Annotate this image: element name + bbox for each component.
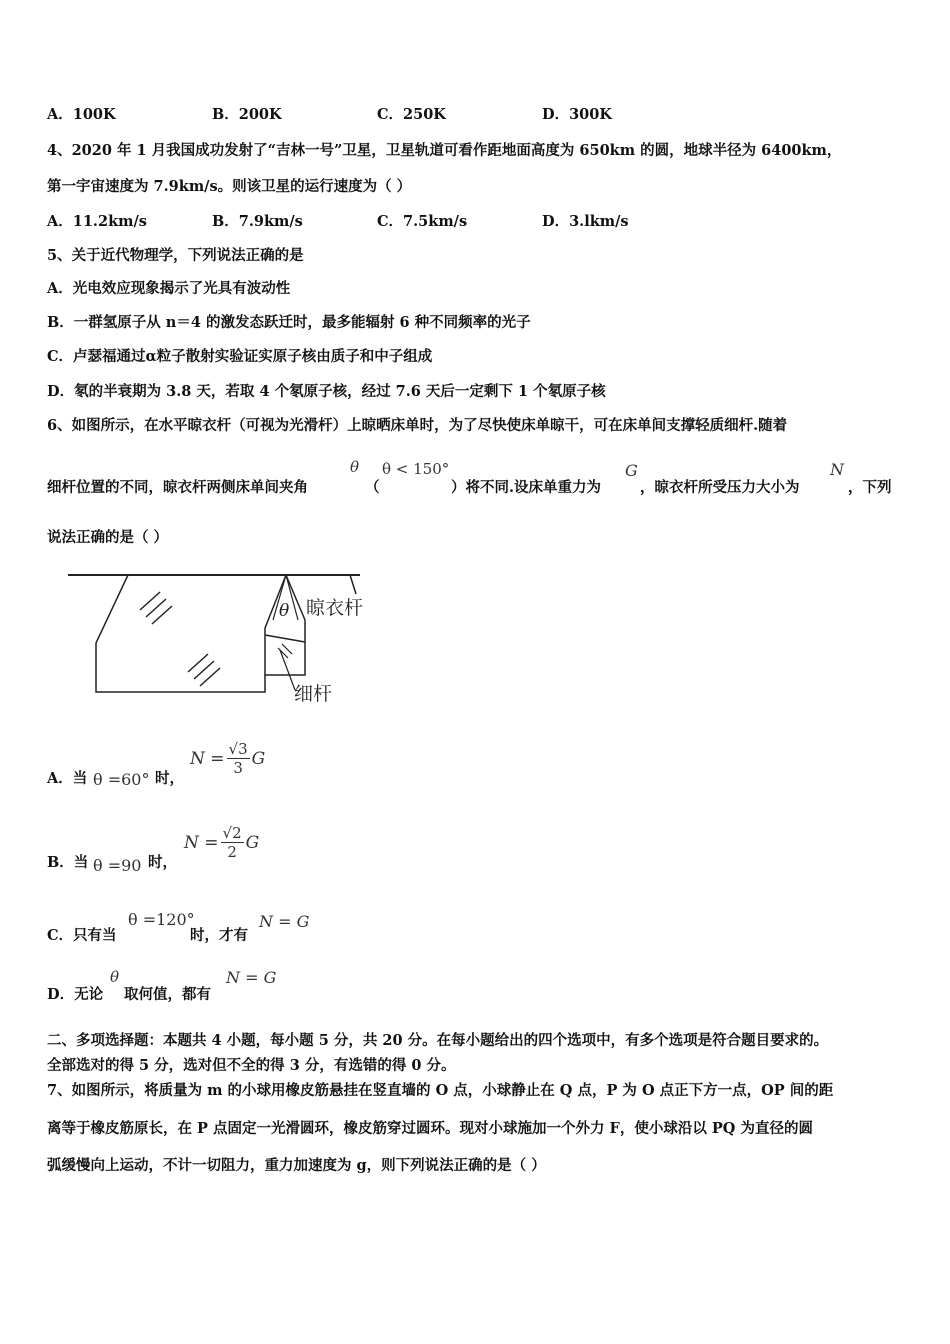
- q6-stem-line3: 说法正确的是（ ）: [47, 529, 169, 546]
- q6-option-d-prefix: D．无论: [47, 986, 104, 1003]
- clothesline-diagram: [60, 560, 390, 720]
- q6-option-c-prefix: C．只有当: [47, 927, 117, 944]
- q6-option-a-denominator: 3: [233, 759, 243, 777]
- q6-option-b-formula: [184, 824, 259, 861]
- q4-option-a: A．11.2km/s: [47, 213, 147, 230]
- q6-option-d-theta: θ: [110, 968, 120, 986]
- q3-options: [47, 103, 707, 124]
- section2-heading-line1: 二、多项选择题：本题共 4 小题，每小题 5 分，共 20 分。在每小题给出的四个选项中，有多个选项是符合题目要求的。: [47, 1032, 829, 1049]
- q6-angle-condition: θ < 150°: [382, 460, 450, 478]
- q3-option-d: D．300K: [542, 106, 612, 123]
- figure-theta-label: θ: [279, 601, 290, 621]
- q4-option-c: C．7.5km/s: [377, 213, 468, 230]
- right-sheet-outline: [265, 575, 305, 675]
- q6-option-a-lhs: N =: [190, 748, 225, 769]
- q5-stem: 5、关于近代物理学，下列说法正确的是: [47, 247, 304, 264]
- q6-option-a-fraction: [227, 740, 250, 777]
- stick-leader-line: [280, 650, 295, 690]
- figure-rod-label: 晾衣杆: [306, 597, 364, 619]
- q6-stem-line2-c: ，晾衣杆所受压力大小为: [640, 479, 800, 496]
- q6-option-a-g: G: [251, 748, 266, 769]
- q6-option-b-mid: 时，: [148, 854, 177, 871]
- q6-stem-line2-b: ）将不同.设床单重力为: [451, 479, 602, 496]
- q6-paren-open: （: [365, 479, 380, 496]
- q7-stem-line3: 弧缓慢向上运动，不计一切阻力，重力加速度为 g，则下列说法正确的是（ ）: [47, 1157, 546, 1174]
- q6-option-a-mid: 时，: [155, 770, 184, 787]
- q6-option-d-mid: 取何值，都有: [124, 986, 211, 1003]
- q6-option-d-eq: N = G: [226, 968, 277, 987]
- q4-option-d: D．3.lkm/s: [542, 213, 629, 230]
- figure-stick-label: 细杆: [294, 683, 333, 705]
- q6-option-c-cond: θ =120°: [128, 910, 195, 929]
- q6-theta: θ: [350, 458, 360, 476]
- q4-stem-line1: 4、2020 年 1 月我国成功发射了“吉林一号”卫星，卫星轨道可看作距地面高度为 650km 的圆，地球半径为 6400km，: [47, 142, 842, 159]
- q6-option-b-fraction: [221, 824, 244, 861]
- q6-option-b-g: G: [245, 832, 260, 853]
- q4-stem-line2: 第一宇宙速度为 7.9km/s。则该卫星的运行速度为（ ）: [47, 178, 412, 195]
- q4-options: [47, 210, 707, 231]
- q5-option-c: C．卢瑟福通过α粒子散射实验证实原子核由质子和中子组成: [47, 348, 433, 365]
- q6-stem-line1: 6、如图所示，在水平晾衣杆（可视为光滑杆）上晾晒床单时，为了尽快使床单晾干，可在床单间支撑轻质细杆.随着: [47, 417, 788, 434]
- hatch-mark: [282, 644, 292, 654]
- q6-option-a-prefix: A．当: [47, 770, 88, 787]
- q6-option-a-cond: θ =60°: [93, 770, 150, 789]
- q6-stem-line2-a: 细杆位置的不同，晾衣杆两侧床单间夹角: [47, 479, 308, 496]
- q6-option-b-numerator: √2: [222, 824, 242, 842]
- q7-stem-line1: 7、如图所示，将质量为 m 的小球用橡皮筋悬挂在竖直墙的 O 点，小球静止在 Q 点，P 为 O 点正下方一点，OP 间的距: [47, 1082, 834, 1099]
- q6-option-a-formula: [190, 740, 265, 777]
- left-sheet-outline: [96, 575, 265, 692]
- q6-option-b-denominator: 2: [227, 843, 237, 861]
- q3-option-b: B．200K: [212, 106, 282, 123]
- q5-option-d: D．氡的半衰期为 3.8 天，若取 4 个氡原子核，经过 7.6 天后一定剩下 1 个氡原子核: [47, 383, 606, 400]
- q6-option-c-eq: N = G: [259, 912, 310, 931]
- q3-option-c: C．250K: [377, 106, 446, 123]
- support-stick: [265, 635, 305, 642]
- q6-option-b-cond: θ =90: [93, 856, 142, 875]
- q3-option-a: A．100K: [47, 106, 116, 123]
- section2-heading-line2: 全部选对的得 5 分，选对但不全的得 3 分，有选错的得 0 分。: [47, 1057, 456, 1074]
- q6-option-b-lhs: N =: [184, 832, 219, 853]
- q7-stem-line2: 离等于橡皮筋原长，在 P 点固定一光滑圆环，橡皮筋穿过圆环。现对小球施加一个外力 F，使小球沿以 PQ 为直径的圆: [47, 1120, 813, 1137]
- q6-force-symbol: N: [830, 460, 844, 479]
- q6-option-c-mid: 时，才有: [190, 927, 248, 944]
- q4-option-b: B．7.9km/s: [212, 213, 303, 230]
- q6-weight-symbol: G: [625, 461, 638, 480]
- q5-option-a: A．光电效应现象揭示了光具有波动性: [47, 280, 291, 297]
- q5-option-b: B．一群氢原子从 n＝4 的激发态跃迁时，最多能辐射 6 种不同频率的光子: [47, 314, 531, 331]
- q6-option-a-numerator: √3: [228, 740, 248, 758]
- q6-option-b-prefix: B．当: [47, 854, 89, 871]
- q6-stem-line2-d: ，下列: [848, 479, 892, 496]
- rod-leader-line: [350, 575, 356, 594]
- clothesline-figure: [60, 560, 390, 720]
